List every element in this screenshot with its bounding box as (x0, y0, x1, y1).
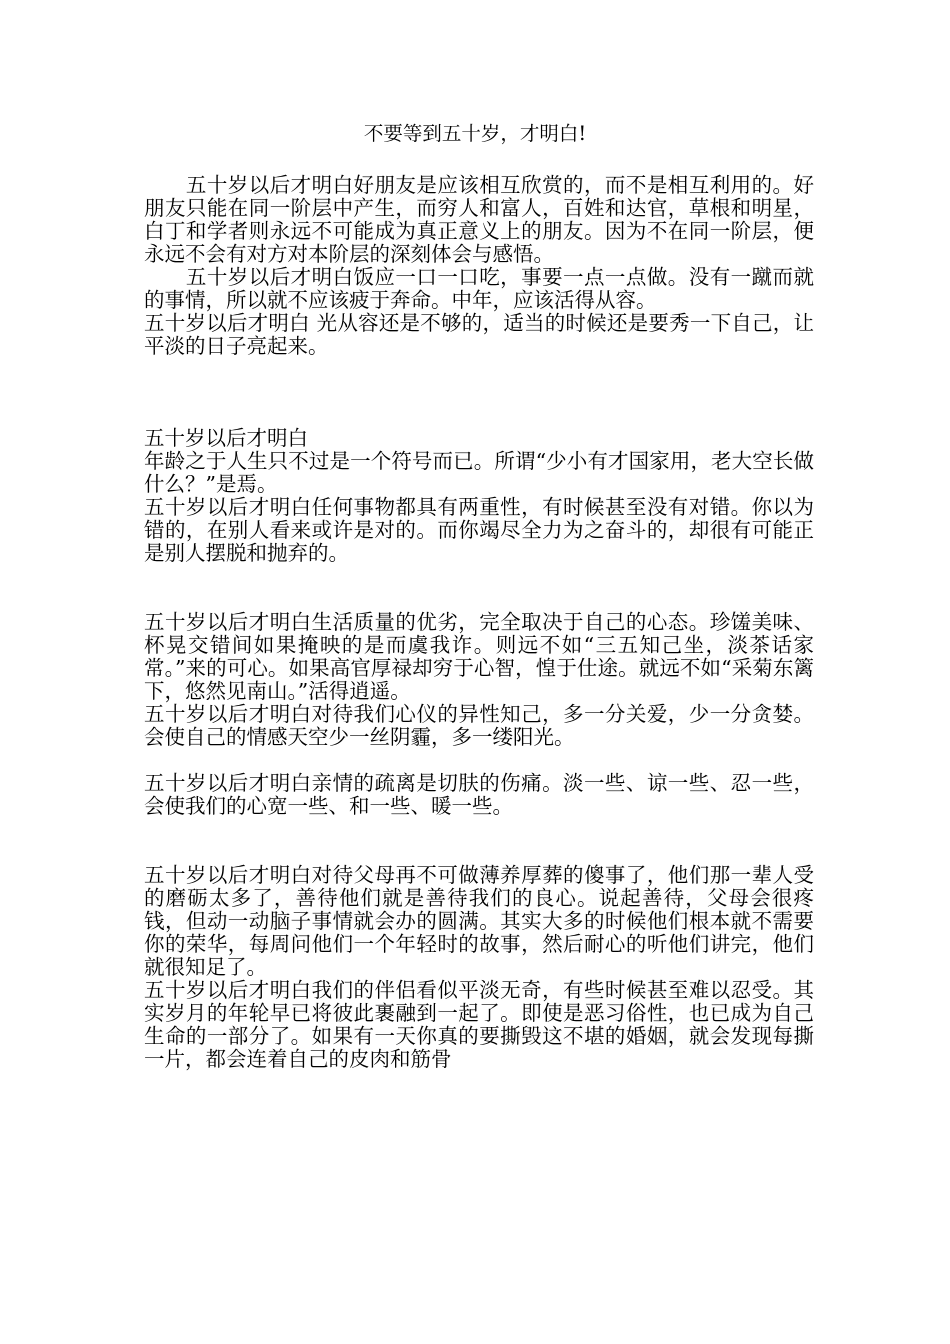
paragraph-spacer (144, 358, 814, 427)
paragraph-parents: 五十岁以后才明白对待父母再不可做薄养厚葬的傻事了，他们那一辈人受的磨砺太多了，善待他们就是善待我们的良心。说起善待，父母会很疼钱，但动一动脑子事情就会办的圆满。其实大多的时候他们根本就不需要你的荣华，每周问他们一个年轻时的故事，然后耐心的听他们讲完，他们就很知足了。 (144, 863, 814, 979)
paragraph-life-quality: 五十岁以后才明白生活质量的优劣，完全取决于自己的心态。珍馐美味、杯晃交错间如果掩映的是而虞我诈。则远不如“三五知己坐，淡茶话家常。”来的可心。如果高官厚禄却穷于心智，惶于仕途。就远不如“采菊东篱下，悠然见南山。”活得逍遥。 (144, 610, 814, 703)
paragraph-duality: 五十岁以后才明白任何事物都具有两重性，有时候甚至没有对错。你以为错的，在别人看来或许是对的。而你竭尽全力为之奋斗的，却很有可能正是别人摆脱和抛弃的。 (144, 495, 814, 565)
paragraph-partner: 五十岁以后才明白我们的伴侣看似平淡无奇，有些时候甚至难以忍受。其实岁月的年轮早已将彼此裹融到一起了。即使是恶习俗性，也已成为自己生命的一部分了。如果有一天你真的要撕毁这不堪的婚姻，就会发现每撕一片，都会连着自己的皮肉和筋骨 (144, 978, 814, 1071)
paragraph-spacer (144, 818, 814, 864)
document-body (144, 174, 814, 1071)
paragraph-friends: 五十岁以后才明白好朋友是应该相互欣赏的，而不是相互利用的。好朋友只能在同一阶层中产生，而穷人和富人，百姓和达官，草根和明星，白丁和学者则永远不可能成为真正意义上的朋友。因为不在同一阶层，便永远不会有对方对本阶层的深刻体会与感悟。 (144, 173, 814, 266)
paragraph-age-symbol: 年龄之于人生只不过是一个符号而已。所谓“少小有才国家用，老大空长做什么？”是焉。 (144, 449, 814, 496)
paragraph-heading-understand: 五十岁以后才明白 (144, 426, 308, 450)
paragraph-confidant: 五十岁以后才明白对待我们心仪的异性知己，多一分关爱，少一分贪婪。会使自己的情感天空少一丝阴霾，多一缕阳光。 (144, 702, 814, 749)
paragraph-spacer (144, 749, 814, 772)
paragraph-spacer (144, 565, 814, 611)
paragraph-family-ties: 五十岁以后才明白亲情的疏离是切肤的伤痛。淡一些、谅一些、忍一些，会使我们的心宽一些、和一些、暖一些。 (144, 771, 814, 818)
paragraph-show-yourself: 五十岁以后才明白 光从容还是不够的，适当的时候还是要秀一下自己，让平淡的日子亮起来。 (144, 311, 814, 358)
document-title: 不要等到五十岁，才明白! (363, 122, 587, 145)
paragraph-step-by-step: 五十岁以后才明白饭应一口一口吃，事要一点一点做。没有一蹴而就的事情，所以就不应该疲于奔命。中年，应该活得从容。 (144, 265, 814, 312)
